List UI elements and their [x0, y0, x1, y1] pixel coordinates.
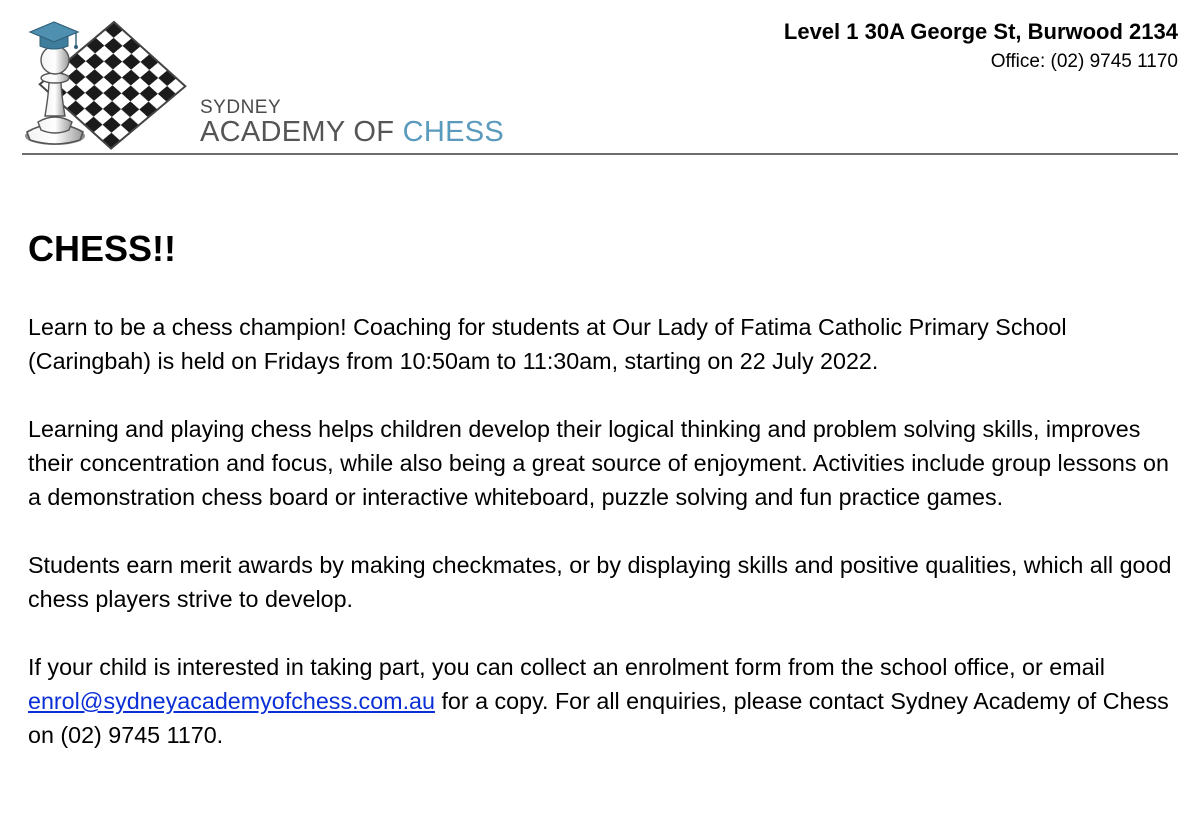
logo-chess-word: CHESS — [402, 116, 504, 148]
street-address: Level 1 30A George St, Burwood 2134 — [783, 19, 1178, 44]
page-title: CHESS!! — [28, 228, 177, 269]
letter-body — [28, 222, 1178, 752]
paragraph-enrolment — [28, 650, 1178, 752]
paragraph-awards: Students earn merit awards by making checkmates, or by displaying skills and positive qualities, which all good chess players strive to develop. — [28, 552, 1172, 612]
logo-sydney-text: SYDNEY — [200, 97, 282, 118]
logo-academy-text — [200, 118, 504, 147]
logo-academy-of: ACADEMY OF — [200, 116, 403, 148]
enrolment-text-before: If your child is interested in taking part, you can collect an enrolment form from the school office, or email — [28, 654, 1105, 680]
chess-pawn-board-icon — [18, 12, 198, 152]
paragraph-schedule: Learn to be a chess champion! Coaching for students at Our Lady of Fatima Catholic Primary School (Caringbah) is held on Fridays from 10:50am to 11:30am, starting on 22 July 2022. — [28, 314, 1067, 374]
enrol-email-link[interactable]: enrol@sydneyacademyofchess.com.au — [28, 688, 435, 714]
letterhead — [0, 0, 1200, 160]
office-phone: Office: (02) 9745 1170 — [990, 51, 1178, 72]
enrolment-text-after: for a copy. For all enquiries, please contact Sydney Academy of Chess on (02) 9745 1170. — [28, 688, 1169, 748]
header-divider — [22, 153, 1178, 155]
contact-block — [784, 18, 1178, 76]
logo-wordmark — [200, 98, 504, 147]
academy-logo — [18, 12, 504, 152]
paragraph-benefits: Learning and playing chess helps children develop their logical thinking and problem solving skills, improves their concentration and focus, while also being a great source of enjoyment. Activities include group lessons on a demonstration chess board or interactive whiteboard, puzzle solving and fun practice games. — [28, 416, 1169, 510]
